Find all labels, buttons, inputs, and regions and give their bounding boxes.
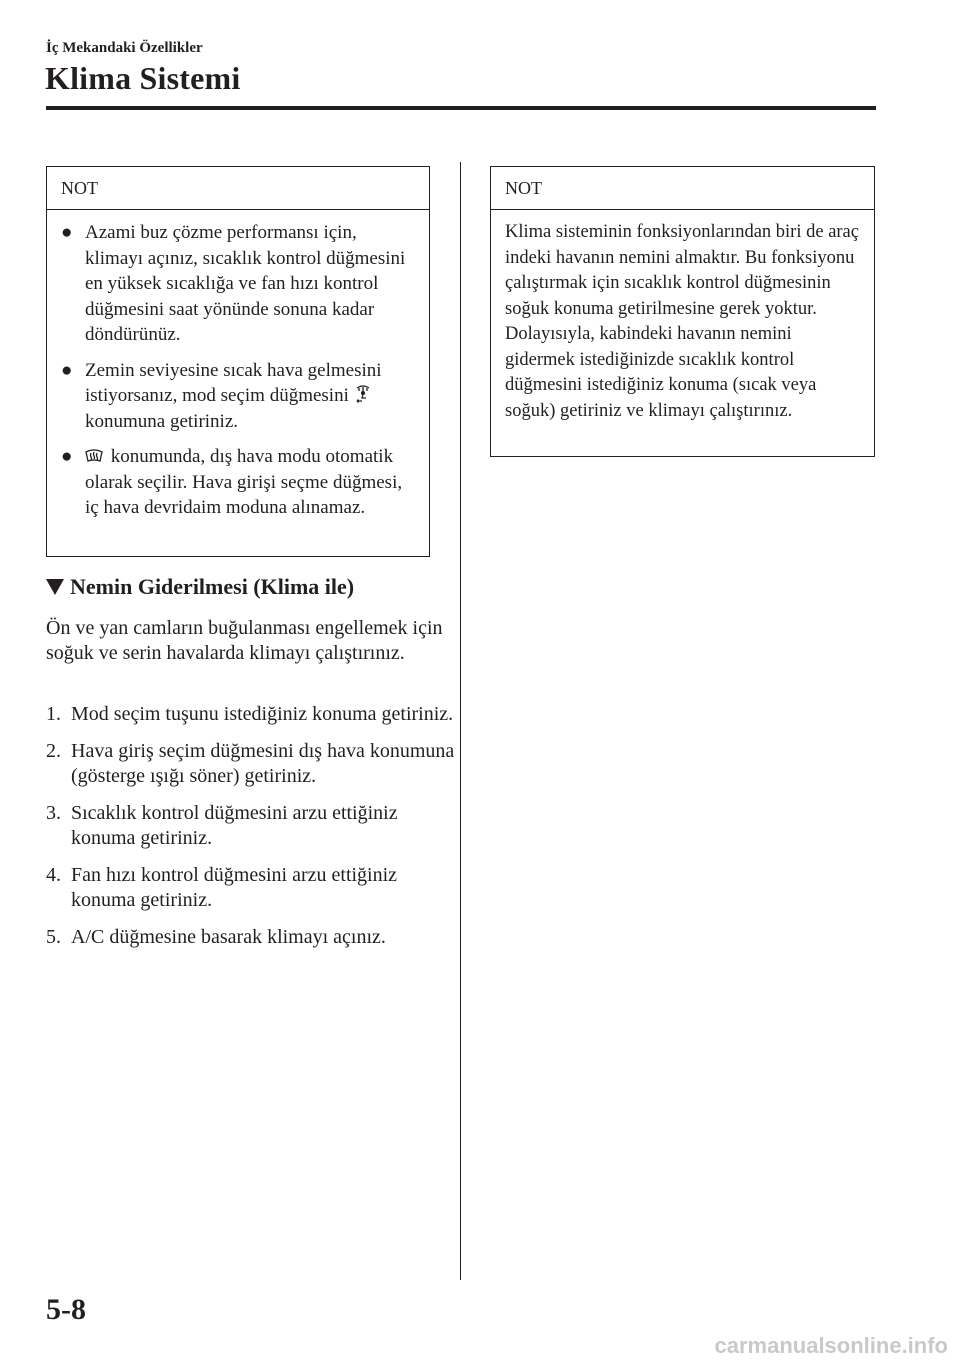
step-text: Sıcaklık kontrol düğmesini arzu ettiğiniz konuma getiriniz. [71,802,398,849]
note-bullet [61,444,415,521]
note-bullet-text: Azami buz çözme performansı için, klimayı açınız, sıcaklık kontrol düğmesini en yüksek sıcaklığa ve fan hızı kontrol düğmesini saat yönünde sonuna kadar döndürünüz. [85,222,406,345]
step-text: Mod seçim tuşunu istediğiniz konuma getiriniz. [71,703,454,725]
list-item [46,801,456,851]
bullet-icon: ● [61,446,73,467]
page-number: 5-8 [46,1293,86,1326]
floor-defrost-mode-icon [354,385,372,403]
step-text: Hava giriş seçim düğmesini dış hava konumuna (gösterge ışığı söner) getiriniz. [71,740,455,787]
section-heading [46,574,354,600]
note-bullet-text: Zemin seviyesine sıcak hava gelmesini istiyorsanız, mod seçim düğmesini [85,359,382,406]
step-number: 4. [46,864,61,886]
section-label: İç Mekandaki Özellikler [46,40,203,56]
column-divider [460,162,461,1280]
step-number: 1. [46,703,61,725]
step-number: 5. [46,926,61,948]
note-box-left [46,166,430,557]
step-number: 2. [46,740,61,762]
step-text: Fan hızı kontrol düğmesini arzu ettiğiniz konuma getiriniz. [71,864,398,911]
triangle-marker-icon [46,579,64,595]
header-divider [46,106,876,110]
note-bullet-text: konumunda, dış hava modu otomatik olarak seçilir. Hava girişi seçme düğmesi, iç hava devridaim moduna alınamaz. [85,446,403,518]
windshield-defrost-icon [85,446,103,464]
list-item [46,739,456,789]
note-heading: NOT [47,167,429,210]
note-box-right [490,166,875,457]
page-title: Klima Sistemi [45,60,241,96]
section-heading-text: Nemin Giderilmesi (Klima ile) [70,574,355,599]
note-heading: NOT [491,167,874,210]
steps-list [46,702,456,962]
step-text: A/C düğmesine basarak klimayı açınız. [71,926,386,948]
bullet-icon: ● [61,359,73,381]
list-item [46,702,456,727]
step-number: 3. [46,802,61,824]
note-bullet-text: konumuna getiriniz. [85,410,239,432]
list-item [46,925,456,950]
bullet-icon: ● [61,222,73,243]
note-body-text: Klima sisteminin fonksiyonlarından biri de araç indeki havanın nemini almaktır. Bu fonksiyonu çalıştırmak için sıcaklık kontrol düğmesinin soğuk konuma getirilmesine gerek yoktur. Dolayısıyla, kabindeki havanın nemini gidermek istediğinizde sıcaklık kontrol düğmesini istediğiniz konuma (sıcak veya soğuk) getiriniz ve klimayı çalıştırınız. [505,222,859,421]
note-bullet [61,358,415,435]
watermark: carmanualsonline.info [714,1333,948,1358]
note-body [47,210,429,533]
list-item [46,863,456,913]
note-bullet [61,220,415,348]
intro-paragraph: Ön ve yan camların buğulanması engellemek için soğuk ve serin havalarda klimayı çalıştırınız. [46,617,443,664]
